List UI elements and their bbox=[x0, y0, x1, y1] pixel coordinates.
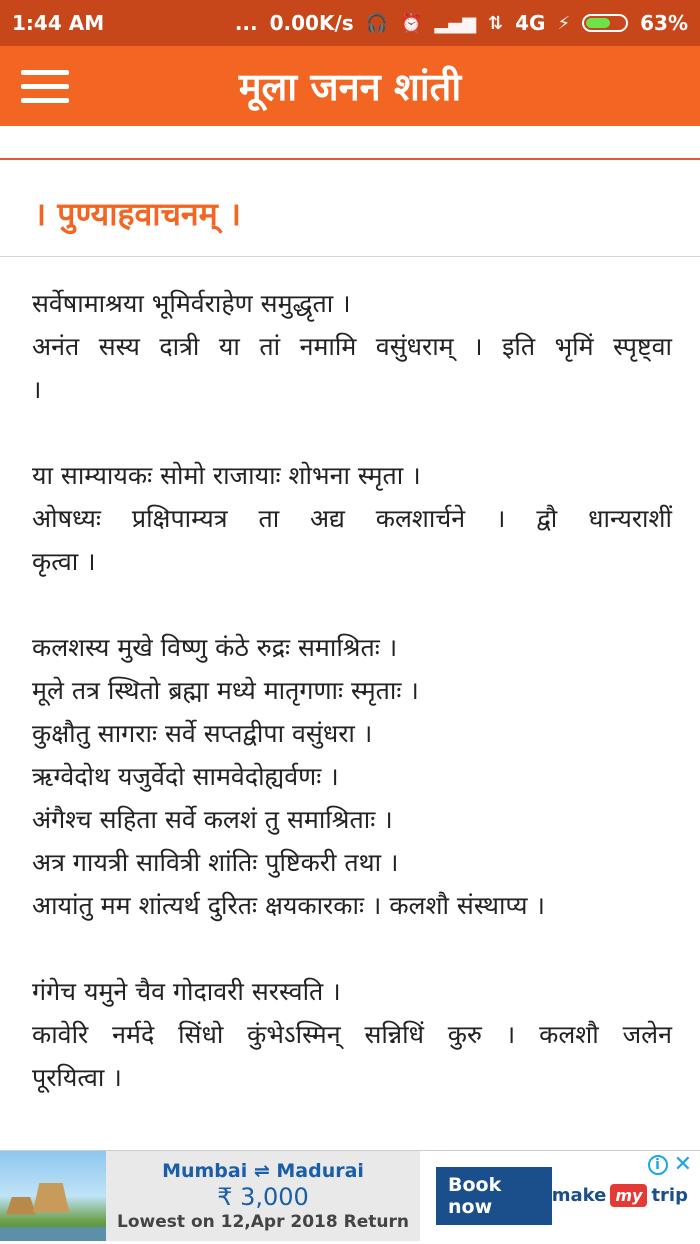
headset-icon: 🎧 bbox=[365, 12, 389, 34]
verse-line: पूरयित्वा । bbox=[32, 1063, 122, 1092]
battery-icon bbox=[582, 14, 628, 32]
ad-info-icon[interactable]: i bbox=[648, 1155, 668, 1175]
verse-line: कृत्वा । bbox=[32, 547, 96, 576]
verse-line: मूले तत्र स्थितो ब्रह्मा मध्ये मातृगणाः स्मृताः । bbox=[32, 676, 419, 705]
hamburger-bar bbox=[21, 98, 69, 103]
battery-percent: 63% bbox=[640, 11, 688, 35]
temple-tower bbox=[28, 1183, 74, 1213]
scrolled-content-edge bbox=[0, 126, 700, 160]
temple-tower-small bbox=[6, 1197, 36, 1215]
hamburger-bar bbox=[21, 84, 69, 89]
verse-content bbox=[32, 282, 672, 1099]
verse-paragraph bbox=[32, 282, 672, 411]
network-speed: 0.00K/s bbox=[269, 11, 354, 35]
verse-line: अत्र गायत्री सावित्री शांतिः पुष्टिकरी तथा । bbox=[32, 848, 399, 877]
verse-paragraph bbox=[32, 454, 672, 583]
divider bbox=[0, 256, 700, 257]
battery-fill bbox=[586, 18, 610, 28]
ad-price: ₹ 3,000 bbox=[217, 1182, 309, 1211]
alarm-icon: ⏰ bbox=[400, 12, 423, 34]
temple-water bbox=[0, 1227, 106, 1241]
data-transfer-icon: ⇅ bbox=[488, 12, 504, 34]
status-icons bbox=[235, 11, 688, 35]
book-now-button[interactable]: Book now bbox=[436, 1167, 552, 1225]
verse-line: कावेरि नर्मदे सिंधो कुंभेऽस्मिन् सन्निधिं कुरु । कलशौ जलेन bbox=[32, 1020, 672, 1049]
verse-line: सर्वेषामाश्रया भूमिर्वराहेण समुद्धृता । bbox=[32, 289, 351, 318]
verse-line: अंगैश्च सहिता सर्वे कलशं तु समाश्रिताः । bbox=[32, 805, 393, 834]
makemytrip-logo[interactable] bbox=[552, 1184, 688, 1207]
ad-actions bbox=[420, 1151, 700, 1241]
brand-my: my bbox=[610, 1184, 647, 1207]
brand-make: make bbox=[551, 1185, 607, 1206]
verse-line: या साम्यायकः सोमो राजायाः शोभना स्मृता । bbox=[32, 461, 421, 490]
more-dots: ... bbox=[234, 11, 258, 35]
brand-trip: trip bbox=[651, 1185, 688, 1206]
charging-icon: ⚡ bbox=[557, 12, 571, 34]
signal-icon: ▂▄▆ bbox=[434, 12, 477, 34]
app-bar bbox=[0, 46, 700, 126]
ad-banner[interactable] bbox=[0, 1150, 700, 1240]
verse-line: आयांतु मम शांत्यर्थ दुरितः क्षयकारकाः । कलशौ संस्थाप्य । bbox=[32, 891, 545, 920]
verse-line: अनंत सस्य दात्री या तां नमामि वसुंधराम् । इति भृमिं स्पृष्ट्वा bbox=[32, 332, 672, 361]
status-bar bbox=[0, 0, 700, 46]
verse-line: गंगेच यमुने चैव गोदावरी सरस्वति । bbox=[32, 977, 341, 1006]
verse-paragraph bbox=[32, 626, 672, 927]
section-title: । पुण्याहवाचनम् । bbox=[34, 195, 242, 233]
hamburger-menu-icon bbox=[21, 70, 69, 75]
verse-line: कलशस्य मुखे विष्णु कंठे रुद्रः समाश्रितः । bbox=[32, 633, 398, 662]
app-title: मूला जनन शांती bbox=[238, 65, 462, 109]
ad-image-temple[interactable] bbox=[0, 1151, 106, 1241]
section-separator bbox=[0, 158, 700, 160]
verse-line: । bbox=[32, 375, 42, 404]
verse-paragraph bbox=[32, 970, 672, 1099]
ad-route: Mumbai ⇌ Madurai bbox=[162, 1159, 364, 1182]
menu-button[interactable] bbox=[0, 46, 90, 126]
ad-offer[interactable] bbox=[106, 1151, 420, 1241]
verse-line: ऋग्वेदोथ यजुर्वेदो सामवेदोह्यर्वणः । bbox=[32, 762, 339, 791]
ad-close-icon[interactable]: ✕ bbox=[673, 1151, 692, 1177]
network-type: 4G bbox=[515, 11, 546, 35]
ad-controls bbox=[648, 1151, 692, 1177]
status-time: 1:44 AM bbox=[12, 11, 105, 35]
verse-line: कुक्षौतु सागराः सर्वे सप्तद्वीपा वसुंधरा । bbox=[32, 719, 373, 748]
ad-note: Lowest on 12,Apr 2018 Return bbox=[117, 1211, 409, 1232]
verse-line: ओषध्यः प्रक्षिपाम्यत्र ता अद्य कलशार्चने । द्वौ धान्यराशीं bbox=[32, 504, 672, 533]
